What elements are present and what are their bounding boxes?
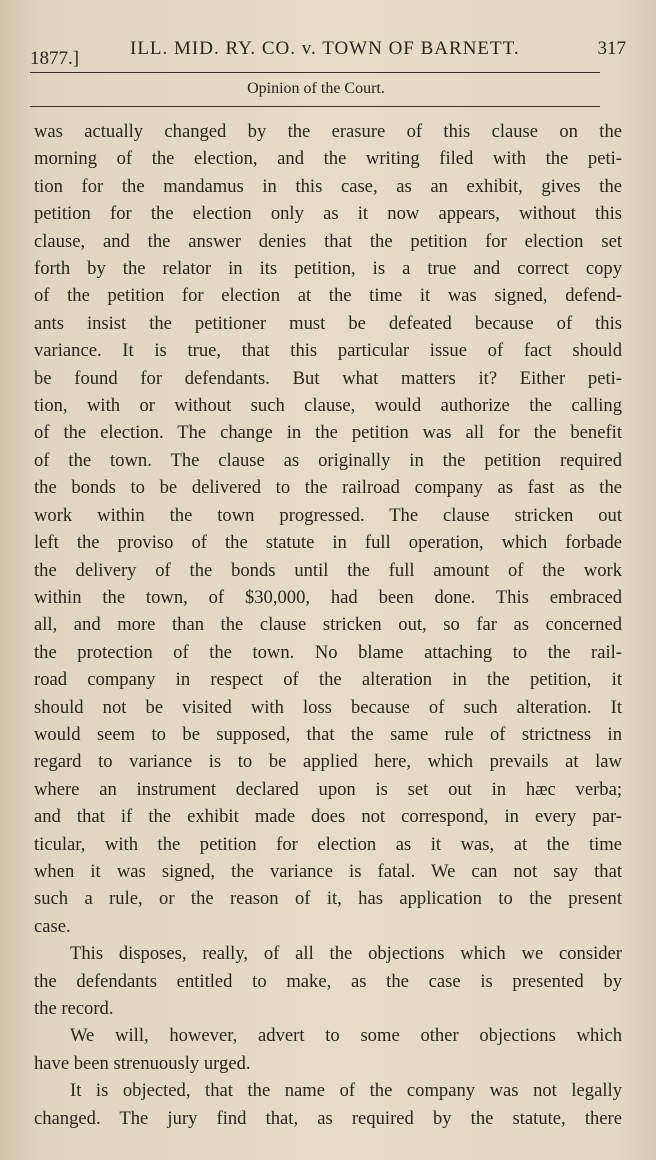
- running-header: [30, 30, 626, 70]
- header-rule: [30, 72, 600, 73]
- text-line: all, and more than the clause stricken out, so far as concerned: [34, 614, 622, 636]
- text-line: road company in respect of the alteration in the petition, it: [34, 669, 622, 691]
- text-line: was actually changed by the erasure of this clause on the: [34, 121, 622, 142]
- running-title: ILL. MID. RY. CO. v. TOWN OF BARNETT.: [130, 38, 520, 59]
- text-line: changed. The jury find that, as required by the statute, there: [34, 1107, 622, 1129]
- text-line: and that if the exhibit made does not correspond, in every par-: [34, 806, 622, 828]
- header-year: 1877.]: [30, 48, 80, 69]
- text-line: would seem to be supposed, that the same rule of strictness in: [34, 723, 622, 745]
- text-line: morning of the election, and the writing filed with the peti-: [34, 148, 622, 170]
- text-line: variance. It is true, that this particular issue of fact should: [34, 340, 622, 362]
- text-line: the delivery of the bonds until the full amount of the work: [34, 559, 622, 581]
- text-line: the protection of the town. No blame attaching to the rail-: [34, 641, 622, 663]
- text-line: the defendants entitled to make, as the case is presented by: [34, 970, 622, 992]
- text-line: tion, with or without such clause, would authorize the calling: [34, 395, 622, 417]
- text-line: of the petition for election at the time it was signed, defend-: [34, 285, 622, 307]
- text-line: It is objected, that the name of the company was not legally: [70, 1080, 622, 1102]
- text-line: clause, and the answer denies that the petition for election set: [34, 230, 622, 252]
- section-title: Opinion of the Court.: [247, 80, 385, 97]
- text-line: the bonds to be delivered to the railroad company as fast as the: [34, 477, 622, 499]
- text-line: tion for the mandamus in this case, as an exhibit, gives the: [34, 175, 622, 197]
- text-line: of the election. The change in the petition was all for the benefit: [34, 422, 622, 444]
- text-line: left the proviso of the statute in full operation, which forbade: [34, 532, 622, 554]
- page-number: 317: [597, 38, 626, 59]
- text-line: forth by the relator in its petition, is a true and correct copy: [34, 258, 622, 280]
- text-line: when it was signed, the variance is fatal. We can not say that: [34, 860, 622, 882]
- text-line: of the town. The clause as originally in the petition required: [34, 449, 622, 471]
- text-line: This disposes, really, of all the objections which we consider: [70, 943, 622, 965]
- text-line: ants insist the petitioner must be defeated because of this: [34, 312, 622, 334]
- text-line: such a rule, or the reason of it, has application to the present: [34, 888, 622, 910]
- text-line: have been strenuously urged.: [34, 1052, 251, 1074]
- text-line: We will, however, advert to some other objections which: [70, 1025, 622, 1047]
- text-line: the record.: [34, 998, 114, 1019]
- section-rule: [30, 106, 600, 107]
- text-line: petition for the election only as it now appears, without this: [34, 203, 622, 225]
- text-line: should not be visited with loss because of such alteration. It: [34, 696, 622, 718]
- opinion-text: [34, 118, 622, 1132]
- text-line: within the town, of $30,000, had been done. This embraced: [34, 586, 622, 608]
- text-line: regard to variance is to be applied here, which prevails at law: [34, 751, 622, 773]
- text-line: ticular, with the petition for election as it was, at the time: [34, 833, 622, 855]
- text-line: work within the town progressed. The clause stricken out: [34, 504, 622, 526]
- text-line: where an instrument declared upon is set out in hæc verba;: [34, 778, 622, 800]
- text-line: be found for defendants. But what matters it? Either peti-: [34, 367, 622, 389]
- text-line: case.: [34, 915, 71, 937]
